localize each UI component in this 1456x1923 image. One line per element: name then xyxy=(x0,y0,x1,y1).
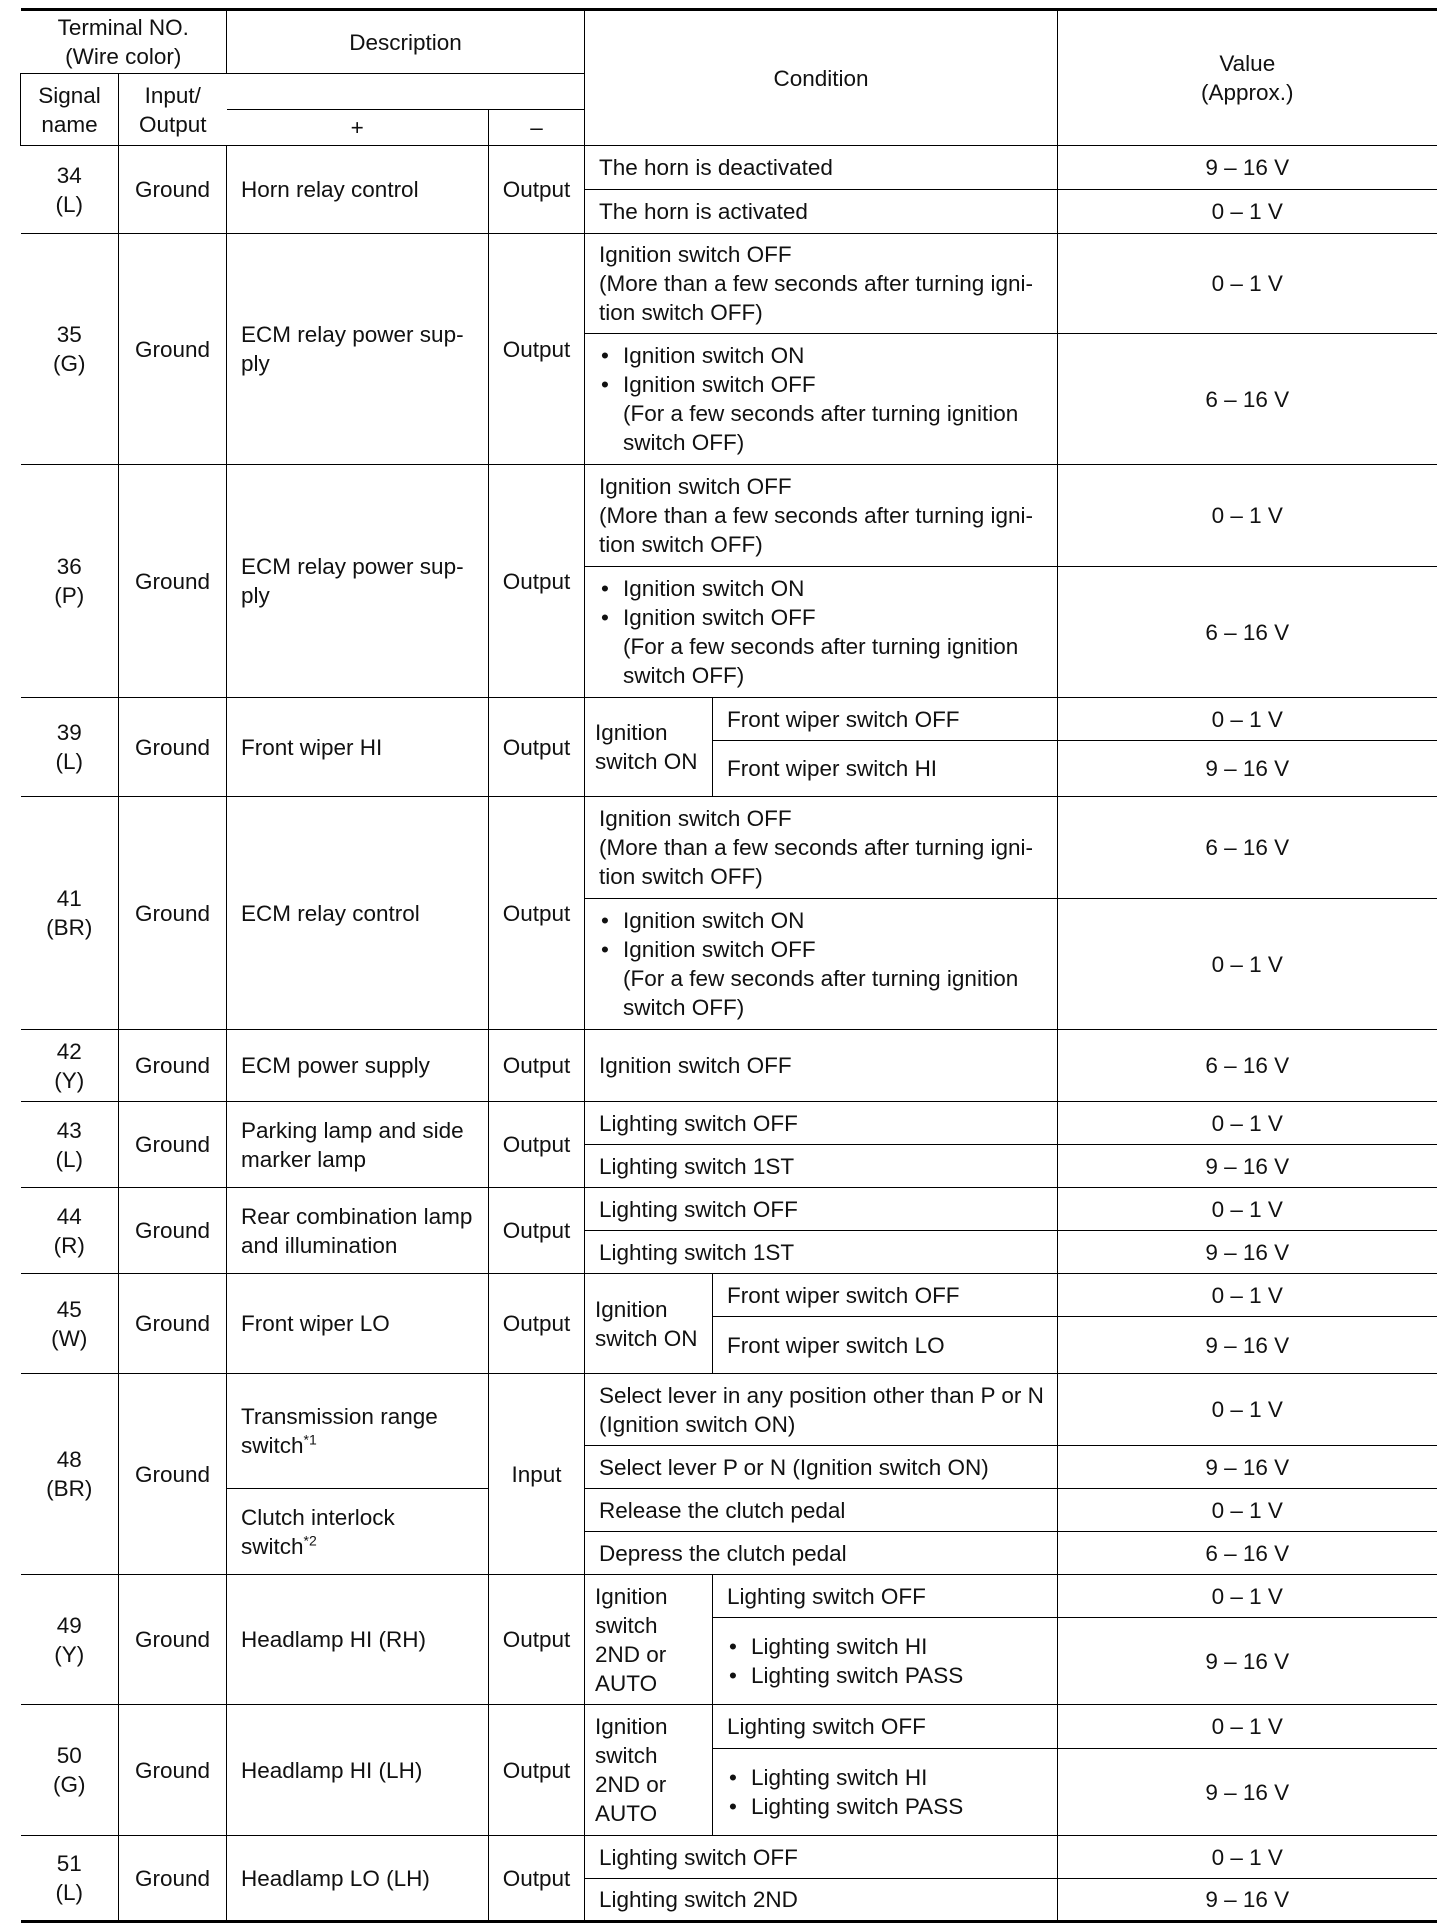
condition-cell: • Ignition switch ON • Ignition switch OFF (For a few seconds after turning ignition switch OFF) xyxy=(585,567,1058,698)
header-description: Description xyxy=(227,10,585,74)
header-condition: Condition xyxy=(585,10,1058,146)
io-cell: Output xyxy=(489,465,585,698)
value-cell: 0 – 1 V xyxy=(1058,1575,1437,1618)
condition-cell: Lighting switch OFF xyxy=(713,1705,1058,1749)
condition-cell: Lighting switch OFF xyxy=(585,1836,1058,1879)
header-value: Value (Approx.) xyxy=(1058,10,1437,146)
value-cell: 0 – 1 V xyxy=(1058,190,1437,234)
condition-cell: Ignition switch OFF (More than a few seconds after turning igni-tion switch OFF) xyxy=(585,234,1058,334)
value-cell: 0 – 1 V xyxy=(1058,1188,1437,1231)
condition-group: Ignition switch 2ND or AUTO xyxy=(585,1705,713,1836)
condition-cell: Lighting switch OFF xyxy=(713,1575,1058,1618)
table-header xyxy=(21,10,1437,146)
condition-cell: Select lever in any position other than P or N (Ignition switch ON) xyxy=(585,1374,1058,1446)
ground-cell: Ground xyxy=(119,1030,227,1102)
value-cell: 6 – 16 V xyxy=(1058,797,1437,899)
signal-name: Headlamp HI (RH) xyxy=(227,1575,489,1705)
io-cell: Output xyxy=(489,1030,585,1102)
condition-group: Ignition switch ON xyxy=(585,698,713,797)
terminal-cell: 45 (W) xyxy=(21,1274,119,1374)
io-cell: Output xyxy=(489,1274,585,1374)
table-row xyxy=(21,234,1437,334)
condition-cell: Release the clutch pedal xyxy=(585,1489,1058,1532)
ground-cell: Ground xyxy=(119,698,227,797)
value-cell: 9 – 16 V xyxy=(1058,1749,1437,1836)
value-cell: 9 – 16 V xyxy=(1058,1317,1437,1374)
signal-name: ECM power supply xyxy=(227,1030,489,1102)
table-row xyxy=(21,698,1437,741)
signal-name: Headlamp HI (LH) xyxy=(227,1705,489,1836)
value-cell: 0 – 1 V xyxy=(1058,1836,1437,1879)
condition-cell: Front wiper switch LO xyxy=(713,1317,1058,1374)
ground-cell: Ground xyxy=(119,465,227,698)
io-cell: Output xyxy=(489,1705,585,1836)
value-cell: 9 – 16 V xyxy=(1058,1145,1437,1188)
ground-cell: Ground xyxy=(119,1705,227,1836)
value-cell: 0 – 1 V xyxy=(1058,1102,1437,1145)
terminal-cell: 39 (L) xyxy=(21,698,119,797)
io-cell: Output xyxy=(489,1836,585,1922)
value-cell: 6 – 16 V xyxy=(1058,1532,1437,1575)
signal-name: Rear combination lamp and illumination xyxy=(227,1188,489,1274)
signal-name: ECM relay control xyxy=(227,797,489,1030)
condition-cell: Lighting switch OFF xyxy=(585,1102,1058,1145)
value-cell: 0 – 1 V xyxy=(1058,1489,1437,1532)
ground-cell: Ground xyxy=(119,1374,227,1575)
ground-cell: Ground xyxy=(119,146,227,234)
value-cell: 9 – 16 V xyxy=(1058,1231,1437,1274)
signal-name: Front wiper LO xyxy=(227,1274,489,1374)
condition-cell: Depress the clutch pedal xyxy=(585,1532,1058,1575)
condition-cell: The horn is activated xyxy=(585,190,1058,234)
io-cell: Output xyxy=(489,698,585,797)
table-row xyxy=(21,797,1437,899)
value-cell: 9 – 16 V xyxy=(1058,741,1437,797)
signal-name: Clutch interlock switch$^{*2}$ xyxy=(227,1489,489,1575)
value-cell: 0 – 1 V xyxy=(1058,1705,1437,1749)
io-cell: Output xyxy=(489,1102,585,1188)
value-cell: 0 – 1 V xyxy=(1058,465,1437,567)
value-cell: 0 – 1 V xyxy=(1058,1274,1437,1317)
terminal-cell: 51 (L) xyxy=(21,1836,119,1922)
signal-name: Horn relay control xyxy=(227,146,489,234)
terminal-cell: 48 (BR) xyxy=(21,1374,119,1575)
terminal-cell: 36 (P) xyxy=(21,465,119,698)
io-cell: Output xyxy=(489,146,585,234)
table-row xyxy=(21,1575,1437,1618)
value-cell: 6 – 16 V xyxy=(1058,334,1437,465)
io-cell: Output xyxy=(489,1575,585,1705)
condition-cell: Ignition switch OFF xyxy=(585,1030,1058,1102)
condition-cell: Lighting switch 1ST xyxy=(585,1145,1058,1188)
ground-cell: Ground xyxy=(119,234,227,465)
terminal-table xyxy=(20,8,1437,1923)
value-cell: 0 – 1 V xyxy=(1058,698,1437,741)
condition-group: Ignition switch 2ND or AUTO xyxy=(585,1575,713,1705)
condition-cell: Front wiper switch OFF xyxy=(713,698,1058,741)
table-row xyxy=(21,1489,1437,1532)
terminal-cell: 34 (L) xyxy=(21,146,119,234)
condition-cell: Lighting switch 1ST xyxy=(585,1231,1058,1274)
value-cell: 0 – 1 V xyxy=(1058,234,1437,334)
ground-cell: Ground xyxy=(119,1575,227,1705)
io-cell: Input xyxy=(489,1374,585,1575)
condition-cell: Front wiper switch HI xyxy=(713,741,1058,797)
table-row xyxy=(21,1274,1437,1317)
value-cell: 9 – 16 V xyxy=(1058,1879,1437,1922)
value-cell: 6 – 16 V xyxy=(1058,567,1437,698)
signal-name: Parking lamp and side marker lamp xyxy=(227,1102,489,1188)
terminal-cell: 49 (Y) xyxy=(21,1575,119,1705)
table-row xyxy=(21,1030,1437,1102)
terminal-cell: 44 (R) xyxy=(21,1188,119,1274)
terminal-cell: 35 (G) xyxy=(21,234,119,465)
value-cell: 9 – 16 V xyxy=(1058,1618,1437,1705)
condition-cell: Select lever P or N (Ignition switch ON) xyxy=(585,1446,1058,1489)
ground-cell: Ground xyxy=(119,797,227,1030)
signal-name: Front wiper HI xyxy=(227,698,489,797)
condition-cell: Lighting switch OFF xyxy=(585,1188,1058,1231)
condition-cell: Ignition switch OFF (More than a few seconds after turning igni-tion switch OFF) xyxy=(585,465,1058,567)
signal-name: Transmission range switch$^{*1}$ xyxy=(227,1374,489,1489)
table-row xyxy=(21,1836,1437,1879)
condition-cell: Lighting switch 2ND xyxy=(585,1879,1058,1922)
header-input-output: Input/ Output xyxy=(119,74,227,146)
signal-name: ECM relay power sup-ply xyxy=(227,465,489,698)
table-row xyxy=(21,465,1437,567)
header-signal-name: Signal name xyxy=(21,74,119,146)
condition-cell: • Lighting switch HI • Lighting switch PASS xyxy=(713,1749,1058,1836)
value-cell: 0 – 1 V xyxy=(1058,899,1437,1030)
header-terminal-no: Terminal NO. (Wire color) xyxy=(21,10,227,74)
ground-cell: Ground xyxy=(119,1836,227,1922)
io-cell: Output xyxy=(489,1188,585,1274)
condition-cell: The horn is deactivated xyxy=(585,146,1058,190)
value-cell: 9 – 16 V xyxy=(1058,1446,1437,1489)
condition-cell: • Ignition switch ON • Ignition switch OFF (For a few seconds after turning ignition switch OFF) xyxy=(585,899,1058,1030)
table-row xyxy=(21,146,1437,190)
table-row xyxy=(21,1705,1437,1749)
terminal-cell: 41 (BR) xyxy=(21,797,119,1030)
ground-cell: Ground xyxy=(119,1102,227,1188)
condition-group: Ignition switch ON xyxy=(585,1274,713,1374)
condition-cell: • Ignition switch ON • Ignition switch OFF (For a few seconds after turning ignition switch OFF) xyxy=(585,334,1058,465)
condition-cell: Ignition switch OFF (More than a few seconds after turning igni-tion switch OFF) xyxy=(585,797,1058,899)
terminal-cell: 43 (L) xyxy=(21,1102,119,1188)
header-minus: – xyxy=(489,110,585,146)
ground-cell: Ground xyxy=(119,1188,227,1274)
value-cell: 0 – 1 V xyxy=(1058,1374,1437,1446)
terminal-cell: 42 (Y) xyxy=(21,1030,119,1102)
io-cell: Output xyxy=(489,234,585,465)
io-cell: Output xyxy=(489,797,585,1030)
condition-cell: • Lighting switch HI • Lighting switch PASS xyxy=(713,1618,1058,1705)
ground-cell: Ground xyxy=(119,1274,227,1374)
header-plus: + xyxy=(227,110,489,146)
table-row xyxy=(21,1374,1437,1446)
value-cell: 6 – 16 V xyxy=(1058,1030,1437,1102)
terminal-cell: 50 (G) xyxy=(21,1705,119,1836)
signal-name: Headlamp LO (LH) xyxy=(227,1836,489,1922)
signal-name: ECM relay power sup-ply xyxy=(227,234,489,465)
table-row xyxy=(21,1102,1437,1145)
value-cell: 9 – 16 V xyxy=(1058,146,1437,190)
condition-cell: Front wiper switch OFF xyxy=(713,1274,1058,1317)
table-row xyxy=(21,1188,1437,1231)
